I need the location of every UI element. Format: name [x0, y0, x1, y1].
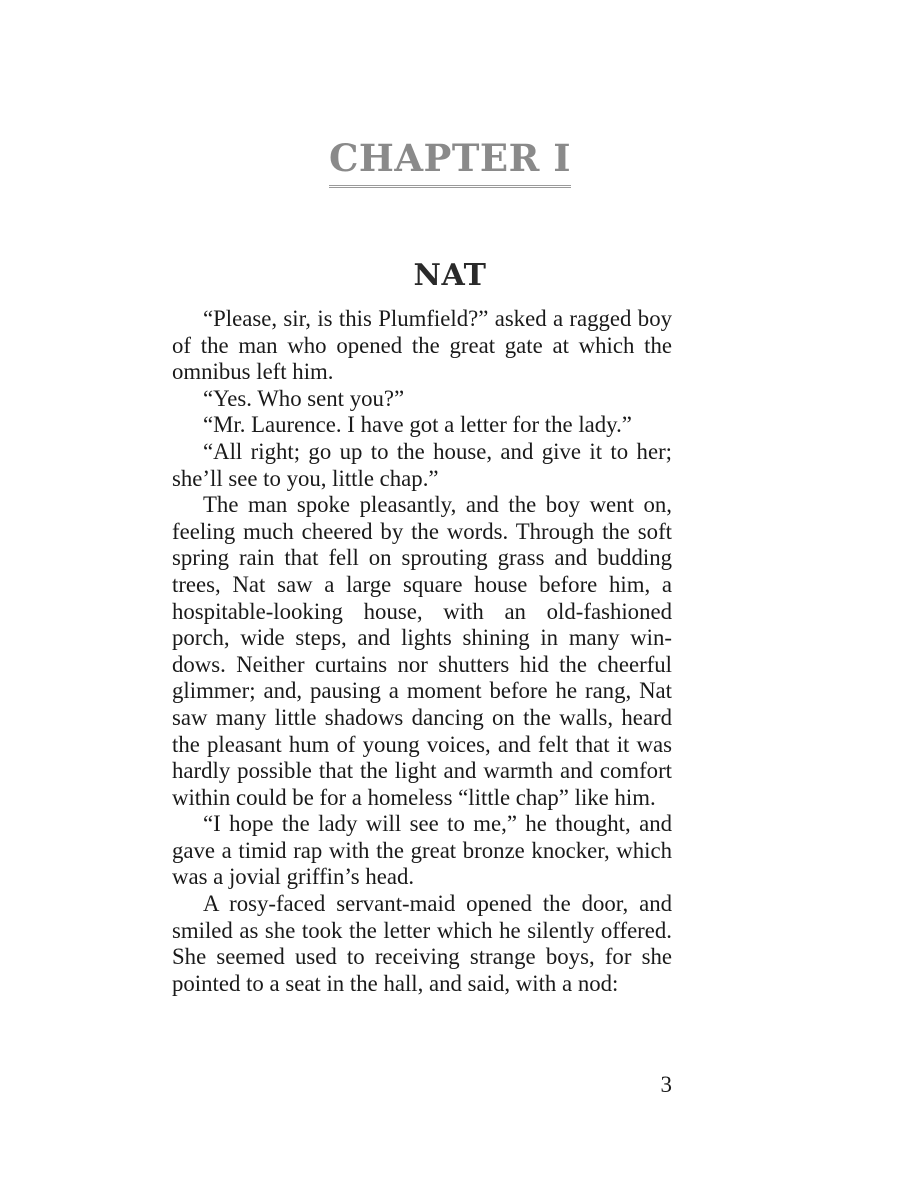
body-text: [172, 306, 672, 997]
chapter-heading: [0, 138, 900, 188]
paragraph: A rosy-faced servant-maid opened the door, and smiled as she took the letter which he silently offered. She seemed used to receiving strange boys, for she pointed to a seat in the hall, and said, with a nod:: [172, 891, 672, 996]
chapter-title: CHAPTER I: [329, 138, 571, 188]
paragraph: “Please, sir, is this Plumfield?” asked a ragged boy of the man who opened the great gate at which the omnibus left him.: [172, 306, 672, 385]
paragraph: The man spoke pleasantly, and the boy went on, feeling much cheered by the words. Through the soft spring rain that fell on sprouting grass and budding trees, Nat saw a large square house before him, a hospitable-looking house, with an old-fashioned porch, wide steps, and lights shining in many win-dows. Neither curtains nor shutters hid the cheerful glimmer; and, pausing a moment before he rang, Nat saw many little shadows dancing on the walls, heard the pleasant hum of young voices, and felt that it was hardly possible that the light and warmth and comfort within could be for a homeless “little chap” like him.: [172, 492, 672, 810]
page-number: 3: [660, 1072, 672, 1097]
paragraph: “All right; go up to the house, and give it to her; she’ll see to you, little chap.”: [172, 438, 672, 491]
section-title: NAT: [413, 258, 487, 293]
paragraph: “Mr. Laurence. I have got a letter for the lady.”: [203, 412, 632, 438]
paragraph: “Yes. Who sent you?”: [203, 385, 405, 411]
paragraph: “I hope the lady will see to me,” he thought, and gave a timid rap with the great bronze knocker, which was a jovial griffin’s head.: [172, 811, 672, 890]
